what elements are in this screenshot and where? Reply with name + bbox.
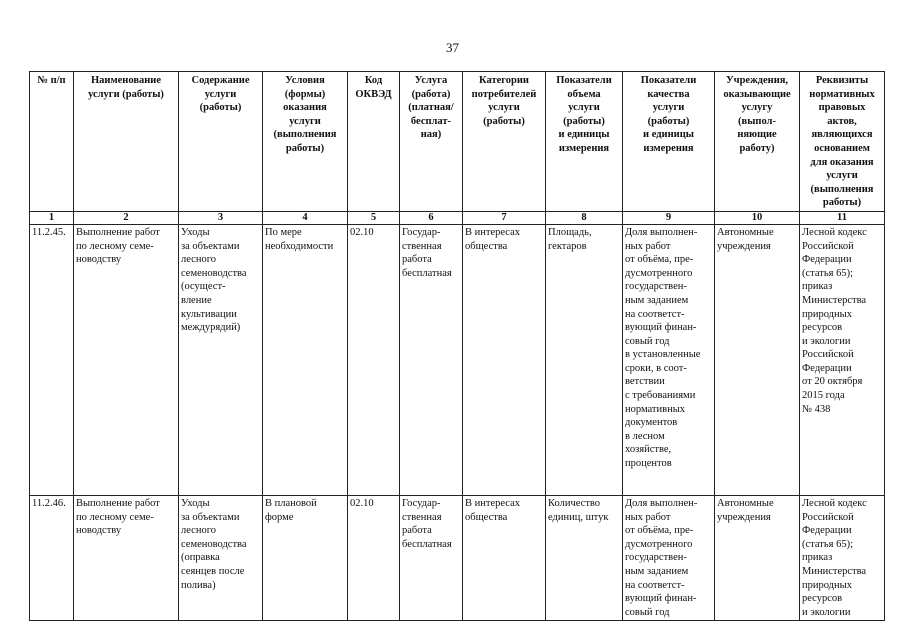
column-number: 6 — [400, 211, 463, 224]
header-cell-okved: Код ОКВЭД — [348, 72, 400, 212]
header-cell-content: Содержание услуги (работы) — [179, 72, 263, 212]
service-name-cell: Выполнение работ по лесному семе- новодству — [74, 495, 179, 620]
row-number-cell: 11.2.46. — [30, 495, 74, 620]
column-number: 2 — [74, 211, 179, 224]
quality-indicators-cell: Доля выполнен- ных работ от объёма, пре- дусмотренного государствен- ным заданием на соответст- вующий финан- совый год — [623, 495, 715, 620]
paid-status-cell: Государ- ственная работа бесплатная — [400, 495, 463, 620]
table-row — [30, 224, 885, 495]
page-number: 37 — [446, 40, 459, 55]
column-number: 11 — [800, 211, 885, 224]
header-cell-quality: Показатели качества услуги (работы) и единицы измерения — [623, 72, 715, 212]
header-cell-volume: Показатели объема услуги (работы) и единицы измерения — [546, 72, 623, 212]
service-content-cell: Уходы за объектами лесного семеноводства (осущест- вление культивации междурядий) — [179, 224, 263, 495]
column-number: 4 — [263, 211, 348, 224]
quality-indicators-cell: Доля выполнен- ных работ от объёма, пре- дусмотренного государствен- ным заданием на соответст- вующий финан- совый год в установленные сроки, в соот- ветствии с требованиями нормативных документов в лесном хозяйстве, процентов — [623, 224, 715, 495]
okved-cell: 02.10 — [348, 224, 400, 495]
header-cell-conditions: Условия (формы) оказания услуги (выполнения работы) — [263, 72, 348, 212]
column-number-row — [30, 211, 885, 224]
consumers-cell: В интересах общества — [463, 224, 546, 495]
conditions-cell: В плановой форме — [263, 495, 348, 620]
legal-acts-cell: Лесной кодекс Российской Федерации (статья 65); приказ Министерства природных ресурсов и экологии Российской Федерации от 20 октября 2015 года № 438 — [800, 224, 885, 495]
header-cell-institutions: Учреждения, оказывающие услугу (выпол- няющие работу) — [715, 72, 800, 212]
paid-status-cell: Государ- ственная работа бесплатная — [400, 224, 463, 495]
column-number: 10 — [715, 211, 800, 224]
column-number: 7 — [463, 211, 546, 224]
column-number: 5 — [348, 211, 400, 224]
header-cell-paid: Услуга (работа) (платная/ бесплат- ная) — [400, 72, 463, 212]
service-name-cell: Выполнение работ по лесному семе- новодству — [74, 224, 179, 495]
institutions-cell: Автономные учреждения — [715, 224, 800, 495]
column-number: 8 — [546, 211, 623, 224]
volume-indicators-cell: Количество единиц, штук — [546, 495, 623, 620]
column-number: 3 — [179, 211, 263, 224]
service-content-cell: Уходы за объектами лесного семеноводства (оправка сеянцев после полива) — [179, 495, 263, 620]
header-cell-name: Наименование услуги (работы) — [74, 72, 179, 212]
header-cell-number: № п/п — [30, 72, 74, 212]
table-header-row — [30, 72, 885, 212]
services-registry-table — [29, 71, 885, 621]
column-number: 1 — [30, 211, 74, 224]
table-row — [30, 495, 885, 620]
institutions-cell: Автономные учреждения — [715, 495, 800, 620]
header-cell-acts: Реквизиты нормативных правовых актов, являющихся основанием для оказания услуги (выполнения работы) — [800, 72, 885, 212]
volume-indicators-cell: Площадь, гектаров — [546, 224, 623, 495]
okved-cell: 02.10 — [348, 495, 400, 620]
consumers-cell: В интересах общества — [463, 495, 546, 620]
column-number: 9 — [623, 211, 715, 224]
conditions-cell: По мере необходимости — [263, 224, 348, 495]
header-cell-consumers: Категории потребителей услуги (работы) — [463, 72, 546, 212]
legal-acts-cell: Лесной кодекс Российской Федерации (статья 65); приказ Министерства природных ресурсов и экологии — [800, 495, 885, 620]
row-number-cell: 11.2.45. — [30, 224, 74, 495]
